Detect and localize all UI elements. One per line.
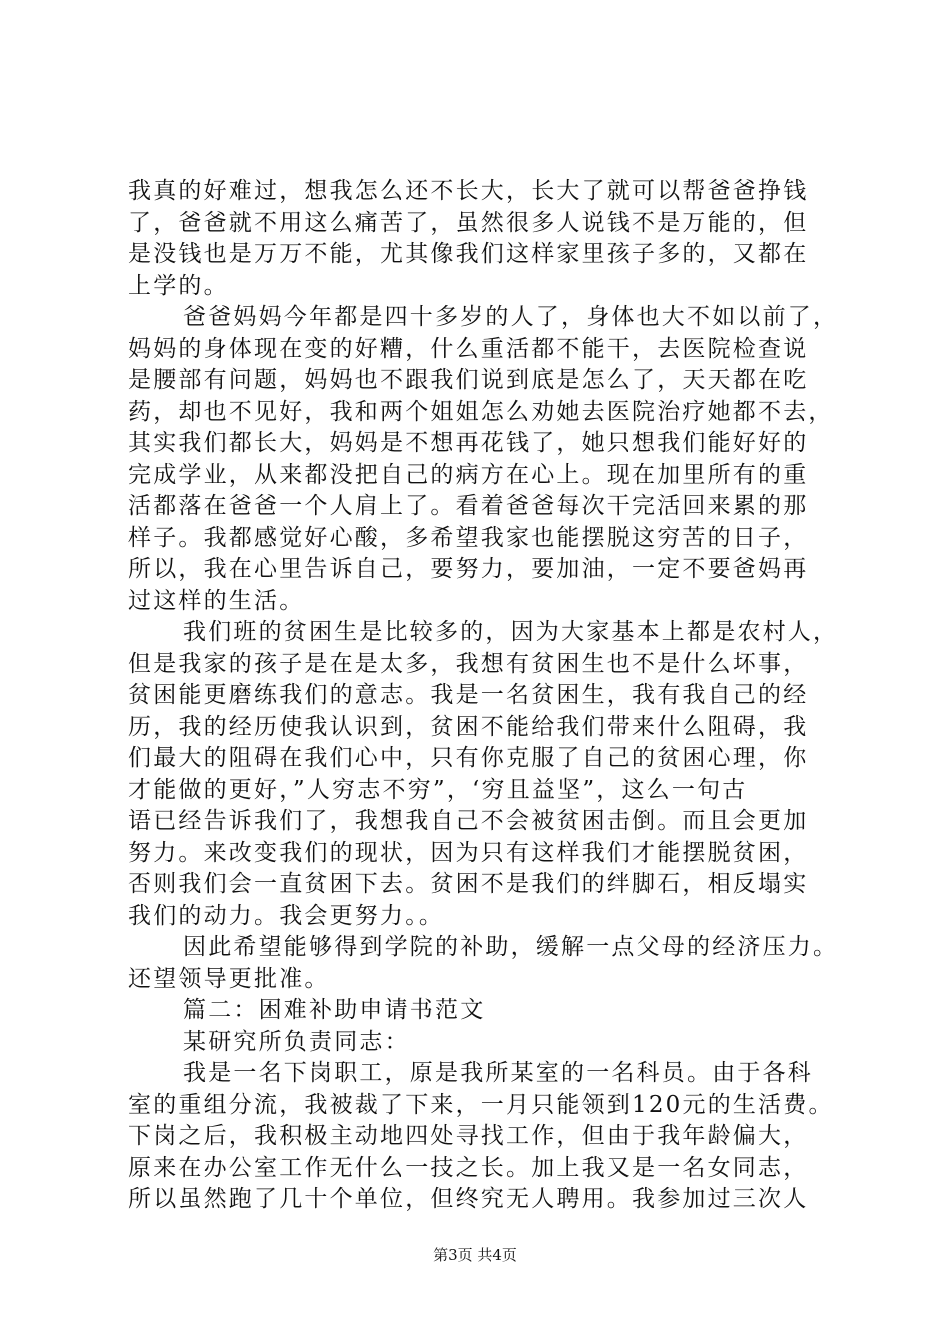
text-line: 样子。我都感觉好心酸，多希望我家也能摆脱这穷苦的日子， <box>128 524 809 551</box>
text-line: 我是一名下岗职工，原是我所某室的一名科员。由于各科 <box>183 1060 813 1086</box>
text-line: 语已经告诉我们了，我想我自己不会被贫困击倒。而且会更加 <box>128 808 809 834</box>
text-line: 因此希望能够得到学院的补助，缓解一点父母的经济压力。 <box>183 934 839 960</box>
text-line: 才能做的更好，”人穷志不穷”，‘穷且益坚”，这么一句古 <box>128 776 748 803</box>
text-line: 所以虽然跑了几十个单位，但终究无人聘用。我参加过三次人 <box>128 1186 809 1212</box>
document-body <box>128 176 848 1216</box>
text-line: 其实我们都长大，妈妈是不想再花钱了，她只想我们能好好的 <box>128 430 809 456</box>
text-line: 原来在办公室工作无什么一技之长。加上我又是一名女同志， <box>128 1154 809 1181</box>
text-line: 药，却也不见好，我和两个姐姐怎么劝她去医院治疗她都不去， <box>128 398 834 425</box>
text-line: 还望领导更批准。 <box>128 965 330 992</box>
text-line: 活都落在爸爸一个人肩上了。看着爸爸每次干完活回来累的那 <box>128 493 809 519</box>
text-line: 某研究所负责同志： <box>183 1028 410 1055</box>
text-line: 过这样的生活。 <box>128 587 305 614</box>
text-line: 是腰部有问题，妈妈也不跟我们说到底是怎么了，天天都在吃 <box>128 367 809 393</box>
text-line: 爸爸妈妈今年都是四十多岁的人了，身体也大不如以前了， <box>183 304 839 330</box>
text-line: 所以，我在心里告诉自己，要努力，要加油，一定不要爸妈再 <box>128 556 809 582</box>
text-line: 我真的好难过，想我怎么还不长大，长大了就可以帮爸爸挣钱 <box>128 178 809 204</box>
text-line: 是没钱也是万万不能，尤其像我们这样家里孩子多的，又都在 <box>128 241 809 267</box>
text-line: 但是我家的孩子是在是太多，我想有贫困生也不是什么坏事， <box>128 650 809 677</box>
text-line: 室的重组分流，我被裁了下来，一月只能领到120元的生活费。 <box>128 1091 834 1118</box>
text-line: 我们班的贫困生是比较多的，因为大家基本上都是农村人， <box>183 619 839 645</box>
text-line: 们最大的阻碍在我们心中，只有你克服了自己的贫困心理，你 <box>128 745 809 771</box>
text-line: 下岗之后，我积极主动地四处寻找工作，但由于我年龄偏大， <box>128 1123 809 1149</box>
text-line: 了，爸爸就不用这么痛苦了，虽然很多人说钱不是万能的，但 <box>128 209 809 236</box>
page-footer: 第3页 共4页 <box>433 1246 517 1264</box>
text-line: 妈妈的身体现在变的好糟，什么重活都不能干，去医院检查说 <box>128 335 809 362</box>
text-line: 否则我们会一直贫困下去。贫困不是我们的绊脚石，相反塌实 <box>128 871 809 897</box>
text-line: 努力。来改变我们的现状，因为只有这样我们才能摆脱贫困， <box>128 839 809 866</box>
text-line: 我们的动力。我会更努力。。 <box>128 902 445 929</box>
text-line: 贫困能更磨练我们的意志。我是一名贫困生，我有我自己的经 <box>128 682 809 708</box>
text-line: 上学的。 <box>128 272 229 299</box>
text-line: 完成学业，从来都没把自己的病方在心上。现在加里所有的重 <box>128 461 809 488</box>
text-line: 篇二：困难补助申请书范文 <box>183 997 486 1023</box>
text-line: 历，我的经历使我认识到，贫困不能给我们带来什么阻碍，我 <box>128 713 809 740</box>
